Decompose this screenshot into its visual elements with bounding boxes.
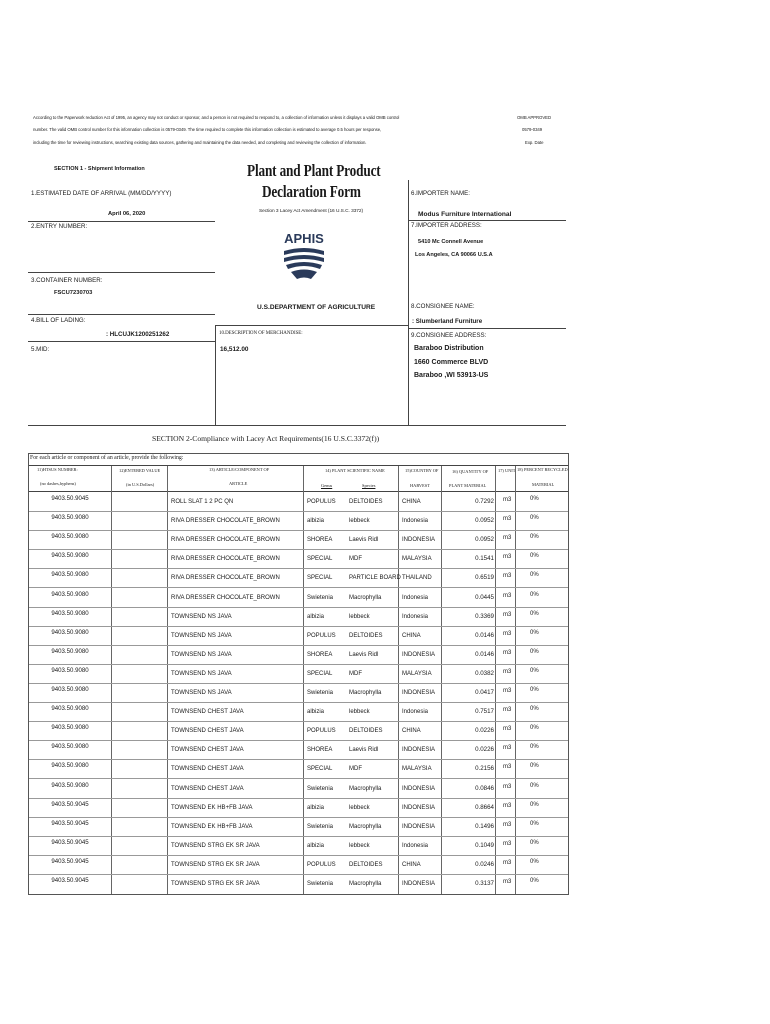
cell-qty: 0.0226 (475, 746, 494, 754)
form-subtitle: Section 3 Lacey Act Amendment (16 U.S.C. 3372) (259, 209, 364, 214)
cell-country: CHINA (402, 728, 421, 735)
importer-address-label: 7.IMPORTER ADDRESS: (411, 222, 482, 229)
cell-genus: albizia (307, 518, 325, 525)
cell-unit: m3 (503, 592, 512, 599)
consignee-name-label: 8.CONSIGNEE NAME: (411, 303, 475, 310)
cell-species: Macrophylla (349, 690, 382, 696)
table-row (29, 512, 568, 531)
cell-genus: SPECIAL (307, 556, 333, 563)
cell-country: MALAYSIA (402, 556, 432, 563)
importer-address-line-2: Los Angeles, CA 90066 U.S.A (415, 252, 493, 258)
cell-species: lebbeck (349, 804, 370, 811)
cell-genus: albizia (307, 842, 325, 849)
bill-of-lading-value: : HLCUJK1200251262 (106, 331, 170, 338)
table-row (29, 856, 568, 875)
cell-article: TOWNSEND STRG EK SR JAVA (171, 861, 260, 868)
cell-pct: 0% (530, 706, 539, 713)
cell-country: INDONESIA (402, 690, 436, 696)
cell-pct: 0% (530, 591, 539, 598)
cell-country: INDONESIA (402, 881, 436, 887)
header-percent-recycled: 18) PERCENT RECYCLED (517, 467, 568, 472)
form-title-line-1: Plant and Plant Product (247, 161, 381, 180)
cell-qty: 0.8664 (475, 803, 494, 811)
header-quantity: 16) QUANTITY OF (452, 469, 489, 474)
cell-article: TOWNSEND CHEST JAVA (171, 766, 244, 773)
cell-unit: m3 (503, 573, 512, 580)
cell-unit: m3 (503, 840, 512, 847)
cell-unit: m3 (503, 649, 512, 656)
cell-qty: 0.0445 (475, 593, 494, 601)
cell-article: TOWNSEND EK HB+FB JAVA (171, 823, 253, 830)
cell-pct: 0% (530, 496, 539, 502)
header-htsus: 11)HTSUS NUMBER: (37, 467, 78, 472)
consignee-address-label: 9.CONSIGNEE ADDRESS: (411, 332, 487, 339)
cell-pct: 0% (530, 744, 539, 751)
cell-country: MALAYSIA (402, 766, 432, 773)
cell-genus: SPECIAL (307, 575, 333, 582)
merchandise-label: 10.DESCRIPTION OF MERCHANDISE: (219, 331, 303, 336)
cell-qty: 0.0382 (475, 669, 494, 677)
cell-country: INDONESIA (402, 651, 436, 658)
cell-qty: 0.1496 (475, 822, 494, 830)
cell-genus: SHOREA (307, 747, 333, 754)
consignee-address-line-1: Baraboo Distribution (414, 345, 484, 352)
cell-hts: 9403.50.9080 (51, 705, 89, 713)
cell-article: RIVA DRESSER CHOCOLATE_BROWN (171, 556, 280, 563)
cell-unit: m3 (503, 859, 512, 866)
cell-species: DELTOIDES (349, 728, 383, 735)
container-number-value: FSCU7230703 (54, 290, 93, 296)
cell-species: MDF (349, 766, 362, 773)
cell-article: TOWNSEND STRG EK SR JAVA (171, 842, 260, 849)
cell-hts: 9403.50.9045 (51, 877, 89, 884)
cell-pct: 0% (530, 553, 539, 560)
omb-approved: OMB APPROVED (517, 115, 552, 120)
table-row (29, 760, 568, 779)
cell-hts: 9403.50.9080 (51, 514, 89, 522)
cell-genus: SHOREA (307, 651, 333, 658)
cell-qty: 0.7517 (475, 708, 494, 716)
importer-name-value: Modus Furniture International (418, 211, 512, 218)
cell-hts: 9403.50.9080 (51, 724, 89, 732)
entry-number-label: 2.ENTRY NUMBER: (31, 223, 88, 230)
header-species: Species (362, 483, 376, 488)
cell-country: Indonesia (402, 518, 429, 525)
cell-country: THAILAND (402, 575, 432, 582)
cell-genus: albizia (307, 709, 325, 716)
table-row (29, 741, 568, 760)
paperwork-notice-line-2: number. The valid OMB control number for this information collection is 0579-0349. The time required to complete this information collection is estimated to average 0.5 hours per response, (33, 127, 382, 132)
cell-hts: 9403.50.9080 (51, 628, 89, 636)
cell-unit: m3 (503, 821, 512, 828)
table-row (29, 646, 568, 665)
cell-qty: 0.6519 (475, 574, 494, 582)
agency-name: U.S.DEPARTMENT OF AGRICULTURE (257, 304, 376, 311)
cell-species: Macrophylla (349, 881, 382, 887)
omb-number: 0579-0349 (522, 127, 543, 132)
cell-qty: 0.7292 (475, 498, 494, 505)
paperwork-notice-line-1: According to the Paperwork reduction Act of 1995, an agency may not conduct or sponsor, and a person is not required to respond to, a collection of information unless it displays a valid OMB control (33, 115, 400, 120)
cell-pct: 0% (530, 687, 539, 693)
cell-hts: 9403.50.9045 (51, 819, 89, 827)
cell-pct: 0% (530, 610, 539, 617)
header-quantity-sub: PLANT MATERIAL (449, 483, 487, 488)
cell-species: Macrophylla (349, 785, 382, 792)
cell-unit: m3 (503, 764, 512, 771)
cell-genus: albizia (307, 613, 325, 620)
header-genus: Genus (321, 483, 333, 488)
cell-species: Macrophylla (349, 594, 382, 601)
cell-article: TOWNSEND STRG EK SR JAVA (171, 881, 260, 887)
table-row (29, 722, 568, 741)
header-country-sub: HARVEST (410, 483, 430, 488)
cell-species: PARTICLE BOARD (349, 575, 401, 582)
cell-article: RIVA DRESSER CHOCOLATE_BROWN (171, 594, 280, 601)
cell-country: CHINA (402, 499, 421, 505)
cell-genus: SHOREA (307, 537, 333, 544)
cell-hts: 9403.50.9080 (51, 533, 89, 541)
cell-country: INDONESIA (402, 785, 436, 792)
header-article-sub: ARTICLE (229, 481, 248, 486)
cell-pct: 0% (530, 725, 539, 732)
cell-species: Laevis Ridl (349, 747, 379, 754)
cell-species: MDF (349, 556, 362, 563)
consignee-address-line-3: Baraboo ,WI 53913-US (414, 372, 489, 379)
table-row (29, 608, 568, 627)
cell-species: Laevis Ridl (349, 537, 379, 544)
cell-article: TOWNSEND NS JAVA (171, 690, 232, 696)
cell-article: TOWNSEND CHEST JAVA (171, 785, 244, 792)
cell-pct: 0% (530, 820, 539, 827)
header-htsus-sub: (no dashes,hyphens) (40, 481, 76, 486)
cell-pct: 0% (530, 782, 539, 789)
cell-qty: 0.1541 (475, 555, 494, 563)
table-row (29, 684, 568, 703)
cell-genus: Swietenia (307, 785, 334, 792)
importer-address-line-1: 5410 Mc Connell Avenue (418, 239, 484, 245)
cell-pct: 0% (530, 839, 539, 846)
cell-genus: Swietenia (307, 881, 334, 887)
cell-qty: 0.0952 (475, 517, 494, 525)
cell-pct: 0% (530, 534, 539, 541)
cell-pct: 0% (530, 667, 539, 674)
cell-article: TOWNSEND NS JAVA (171, 670, 232, 677)
cell-species: lebbeck (349, 613, 370, 620)
cell-article: TOWNSEND NS JAVA (171, 651, 232, 658)
lacey-declaration-table (28, 453, 569, 895)
cell-pct: 0% (530, 572, 539, 579)
cell-article: TOWNSEND NS JAVA (171, 613, 232, 620)
cell-qty: 0.0952 (475, 536, 494, 544)
aphis-logo-text: APHIS (284, 231, 324, 246)
header-scientific-name: 14) PLANT SCIENTIFIC NAME (325, 468, 385, 473)
form-title-line-2: Declaration Form (262, 182, 361, 201)
cell-genus: POPULUS (307, 861, 336, 868)
aphis-logo-mark (278, 231, 330, 283)
table-row (29, 569, 568, 588)
mid-label: 5.MID: (31, 346, 50, 353)
cell-genus: POPULUS (307, 728, 336, 735)
cell-country: MALAYSIA (402, 670, 432, 677)
cell-genus: SPECIAL (307, 766, 333, 773)
cell-qty: 0.0226 (475, 727, 494, 735)
cell-qty: 0.3137 (475, 880, 494, 887)
cell-unit: m3 (503, 802, 512, 809)
cell-species: lebbeck (349, 842, 370, 849)
cell-country: CHINA (402, 861, 421, 868)
cell-species: lebbeck (349, 709, 370, 716)
cell-hts: 9403.50.9080 (51, 743, 89, 751)
consignee-name-value: : Slumberland Furniture (412, 318, 483, 325)
cell-article: TOWNSEND CHEST JAVA (171, 747, 244, 754)
cell-unit: m3 (503, 783, 512, 790)
cell-article: RIVA DRESSER CHOCOLATE_BROWN (171, 537, 280, 544)
cell-article: TOWNSEND EK HB+FB JAVA (171, 804, 253, 811)
cell-pct: 0% (530, 629, 539, 636)
cell-country: INDONESIA (402, 537, 436, 544)
cell-country: INDONESIA (402, 804, 436, 811)
cell-qty: 0.0146 (475, 631, 494, 639)
header-entered-value-sub: (in U.S.Dollars) (126, 482, 155, 487)
arrival-date-value: April 06, 2020 (108, 211, 146, 217)
cell-hts: 9403.50.9080 (51, 552, 89, 560)
importer-name-label: 6.IMPORTER NAME: (411, 190, 471, 197)
header-unit: 17) UNIT (498, 468, 516, 473)
cell-unit: m3 (503, 497, 512, 503)
aphis-logo (278, 231, 330, 283)
cell-qty: 0.0846 (475, 784, 494, 792)
table-row (29, 665, 568, 684)
cell-hts: 9403.50.9080 (51, 781, 89, 789)
cell-unit: m3 (503, 611, 512, 618)
cell-species: DELTOIDES (349, 632, 383, 639)
cell-pct: 0% (530, 801, 539, 808)
cell-genus: Swietenia (307, 594, 334, 601)
cell-pct: 0% (530, 858, 539, 865)
cell-country: Indonesia (402, 594, 429, 601)
bill-of-lading-label: 4.BILL OF LADING: (31, 317, 86, 324)
section-2-intro: For each article or component of an article, provide the following: (30, 455, 184, 461)
consignee-address-line-2: 1660 Commerce BLVD (414, 359, 489, 366)
table-row (29, 550, 568, 569)
merchandise-value: 16,512.00 (220, 346, 249, 353)
cell-qty: 0.1049 (475, 841, 494, 849)
cell-qty: 0.0246 (475, 860, 494, 868)
cell-hts: 9403.50.9080 (51, 686, 89, 693)
cell-article: RIVA DRESSER CHOCOLATE_BROWN (171, 518, 280, 525)
cell-species: MDF (349, 670, 362, 677)
cell-unit: m3 (503, 630, 512, 637)
cell-genus: Swietenia (307, 823, 334, 830)
cell-hts: 9403.50.9045 (51, 800, 89, 808)
cell-hts: 9403.50.9080 (51, 571, 89, 579)
table-row (29, 627, 568, 646)
cell-hts: 9403.50.9080 (51, 590, 89, 598)
table-row (29, 799, 568, 818)
cell-genus: albizia (307, 804, 325, 811)
header-article: 13) ARTICLE/COMPONENT OF (209, 467, 270, 472)
cell-genus: SPECIAL (307, 670, 333, 677)
cell-hts: 9403.50.9045 (51, 838, 89, 846)
table-row (29, 703, 568, 722)
cell-unit: m3 (503, 688, 512, 694)
section-1-title: SECTION 1 - Shipment Information (54, 166, 145, 172)
cell-hts: 9403.50.9080 (51, 609, 89, 617)
cell-genus: POPULUS (307, 499, 336, 505)
cell-hts: 9403.50.9045 (51, 495, 89, 502)
cell-species: DELTOIDES (349, 861, 383, 868)
section-2-title: SECTION 2-Compliance with Lacey Act Requirements(16 U.S.C.3372(f)) (152, 434, 380, 443)
omb-expiration: Exp. Date (525, 140, 544, 145)
cell-unit: m3 (503, 879, 512, 885)
paperwork-notice-line-3: including the time for reviewing instructions, searching existing data sources, gathering and maintaining the data needed, and completing and reviewing the collection of information. (33, 140, 367, 145)
cell-species: Laevis Ridl (349, 651, 379, 658)
table-row (29, 837, 568, 856)
cell-pct: 0% (530, 515, 539, 522)
cell-unit: m3 (503, 535, 512, 542)
cell-country: Indonesia (402, 613, 429, 620)
cell-pct: 0% (530, 648, 539, 655)
cell-qty: 0.3369 (475, 612, 494, 620)
cell-hts: 9403.50.9045 (51, 857, 89, 865)
cell-species: DELTOIDES (349, 499, 383, 505)
table-row (29, 780, 568, 799)
container-number-label: 3.CONTAINER NUMBER: (31, 277, 103, 284)
cell-article: TOWNSEND CHEST JAVA (171, 728, 244, 735)
cell-species: Macrophylla (349, 823, 382, 830)
cell-qty: 0.0146 (475, 650, 494, 658)
cell-pct: 0% (530, 763, 539, 770)
cell-country: CHINA (402, 632, 421, 639)
cell-unit: m3 (503, 726, 512, 733)
cell-genus: POPULUS (307, 632, 336, 639)
cell-unit: m3 (503, 554, 512, 561)
table-row (29, 493, 568, 512)
cell-country: INDONESIA (402, 747, 436, 754)
cell-unit: m3 (503, 745, 512, 752)
cell-qty: 0.0417 (475, 689, 494, 696)
table-row (29, 818, 568, 837)
cell-unit: m3 (503, 516, 512, 523)
cell-article: RIVA DRESSER CHOCOLATE_BROWN (171, 575, 280, 582)
cell-pct: 0% (530, 878, 539, 884)
cell-hts: 9403.50.9080 (51, 647, 89, 655)
header-percent-recycled-sub: MATERIAL (532, 482, 555, 487)
cell-hts: 9403.50.9080 (51, 762, 89, 770)
header-country: 15)COUNTRY OF (405, 468, 439, 473)
table-row (29, 589, 568, 608)
arrival-date-label: 1.ESTIMATED DATE OF ARRIVAL (MM/DD/YYYY) (31, 190, 172, 197)
cell-unit: m3 (503, 707, 512, 714)
table-row (29, 531, 568, 550)
cell-country: Indonesia (402, 709, 429, 716)
cell-article: TOWNSEND CHEST JAVA (171, 709, 244, 716)
header-entered-value: 12)ENTERED VALUE (119, 468, 161, 473)
cell-article: TOWNSEND NS JAVA (171, 632, 232, 639)
table-row (29, 875, 568, 894)
cell-species: lebbeck (349, 518, 370, 525)
cell-country: Indonesia (402, 842, 429, 849)
cell-hts: 9403.50.9080 (51, 666, 89, 674)
cell-country: INDONESIA (402, 823, 436, 830)
cell-article: ROLL SLAT 1 2 PC QN (171, 499, 234, 505)
cell-qty: 0.2156 (475, 765, 494, 773)
cell-unit: m3 (503, 668, 512, 675)
cell-genus: Swietenia (307, 690, 334, 696)
